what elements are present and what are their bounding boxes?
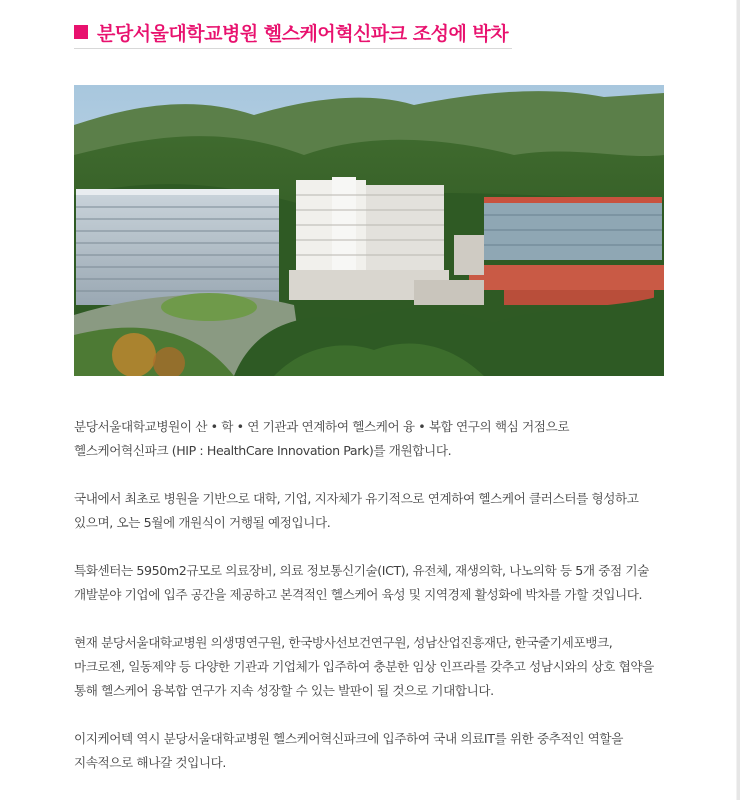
- article-body: [74, 415, 666, 799]
- title-bullet-square-icon: [74, 25, 88, 39]
- article-paragraph-2: 국내에서 최초로 병원을 기반으로 대학, 기업, 지자체가 유기적으로 연계하여 헬스케어 클러스터를 형성하고 있으며, 오는 5월에 개원식이 거행될 예정입니다.: [74, 491, 639, 530]
- article-paragraph-4: 현재 분당서울대학교병원 의생명연구원, 한국방사선보건연구원, 성남산업진흥재단, 한국줄기세포뱅크, 마크로젠, 일동제약 등 다양한 기관과 기업체가 입주하여 충분한 임상 인프라를 갖추고 성남시와의 상호 협약을 통해 헬스케어 융복합 연구가 지속 성장할 수 있는 발판이 될 것으로 기대합니다.: [74, 635, 654, 698]
- article-heading: [74, 16, 512, 49]
- hospital-campus-photo: [74, 85, 664, 376]
- article-paragraph-1: 분당서울대학교병원이 산 • 학 • 연 기관과 연계하여 헬스케어 융 • 복합 연구의 핵심 거점으로 헬스케어혁신파크 (HIP : HealthCare Innovation Park)를 개원합니다.: [74, 419, 570, 458]
- article-paragraph-3: 특화센터는 5950m2규모로 의료장비, 의료 정보통신기술(ICT), 유전체, 재생의학, 나노의학 등 5개 중점 기술 개발분야 기업에 입주 공간을 제공하고 본격적인 헬스케어 육성 및 지역경제 활성화에 박차를 가할 것입니다.: [74, 563, 649, 602]
- article-paragraph-5: 이지케어텍 역시 분당서울대학교병원 헬스케어혁신파크에 입주하여 국내 의료IT를 위한 중추적인 역할을 지속적으로 해나갈 것입니다.: [74, 731, 623, 770]
- article-title: 분당서울대학교병원 헬스케어혁신파크 조성에 박차: [97, 22, 509, 45]
